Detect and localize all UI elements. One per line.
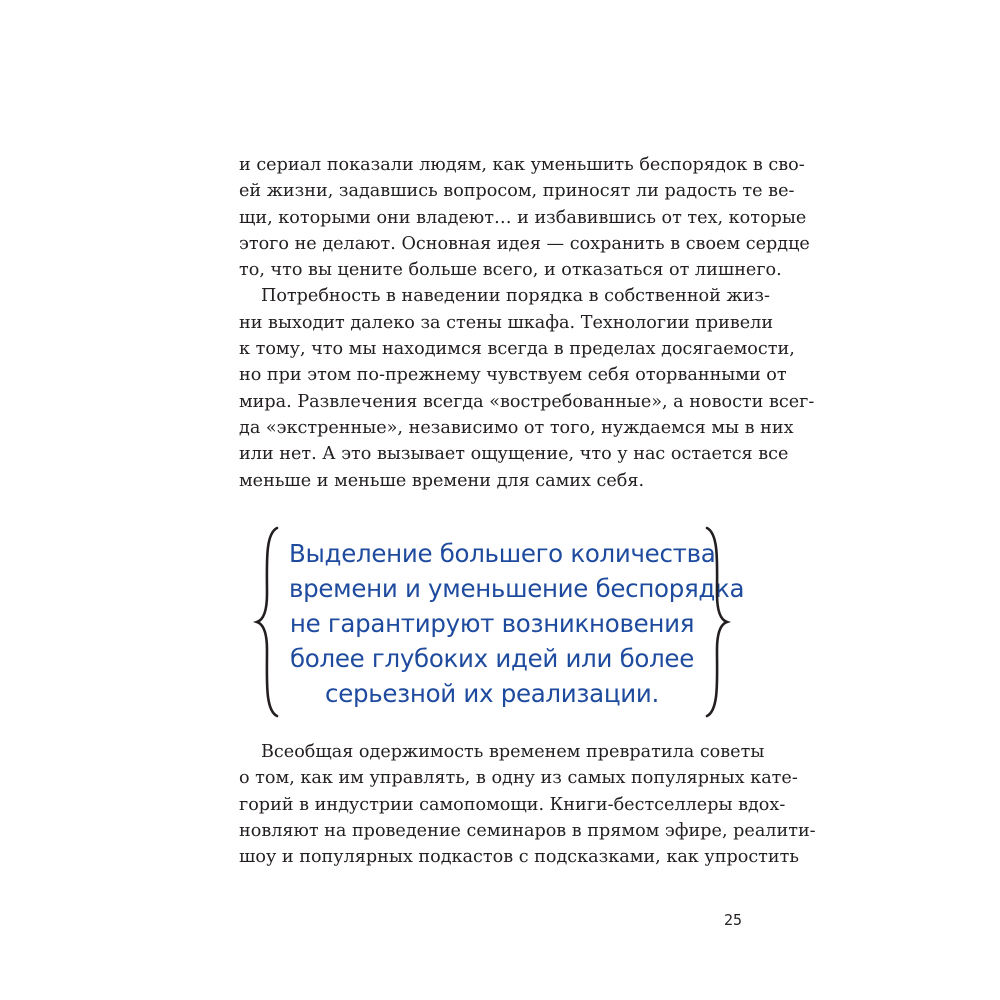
text-line: Всеобщая одержимость временем превратила советы [261, 742, 765, 762]
paragraph [239, 152, 810, 283]
text-line: новляют на проведение семинаров в прямом эфире, реалити- [239, 820, 816, 841]
text-line: ни выходит далеко за стены шкафа. Технологии привели [239, 312, 774, 333]
paragraph [239, 739, 816, 870]
text-line: шоу и популярных подкастов с подсказками, как упростить [239, 847, 799, 868]
page-number: 25 [723, 911, 742, 929]
left-brace-icon [253, 524, 283, 720]
body-text-top [239, 152, 815, 494]
pull-quote-text [289, 536, 745, 711]
text-line: этого не делают. Основная идея — сохранить в своем сердце [239, 233, 810, 254]
pull-quote [253, 524, 745, 720]
quote-line: Выделение большего количества [289, 539, 716, 568]
text-line: и сериал показали людям, как уменьшить беспорядок в сво- [239, 155, 805, 175]
text-line: то, что вы цените больше всего, и отказаться от лишнего. [239, 260, 782, 281]
text-line: щи, которыми они владеют… и избавившись от тех, которые [239, 207, 807, 228]
body-text-bottom [239, 739, 816, 870]
text-line: меньше и меньше времени для самих себя. [239, 470, 645, 491]
quote-line: времени и уменьшение беспорядка [289, 574, 745, 603]
text-line: к тому, что мы находимся всегда в пределах досягаемости, [239, 339, 795, 360]
text-line: да «экстренные», независимо от того, нуждаемся мы в них [239, 417, 794, 438]
quote-line: более глубоких идей или более [290, 644, 694, 673]
text-line: Потребность в наведении порядка в собственной жиз- [261, 286, 770, 307]
text-line: мира. Развлечения всегда «востребованные», а новости всег- [239, 391, 815, 412]
right-brace-icon [701, 524, 731, 720]
text-line: но при этом по-прежнему чувствуем себя оторванными от [239, 365, 787, 386]
text-line: или нет. А это вызывает ощущение, что у нас остается все [239, 444, 789, 465]
quote-line: серьезной их реализации. [325, 679, 659, 708]
text-line: о том, как им управлять, в одну из самых популярных кате- [239, 768, 798, 789]
paragraph [239, 283, 815, 493]
text-line: горий в индустрии самопомощи. Книги-бестселлеры вдох- [239, 794, 786, 815]
text-line: ей жизни, задавшись вопросом, приносят ли радость те ве- [239, 181, 795, 202]
quote-line: не гарантируют возникновения [289, 609, 695, 638]
